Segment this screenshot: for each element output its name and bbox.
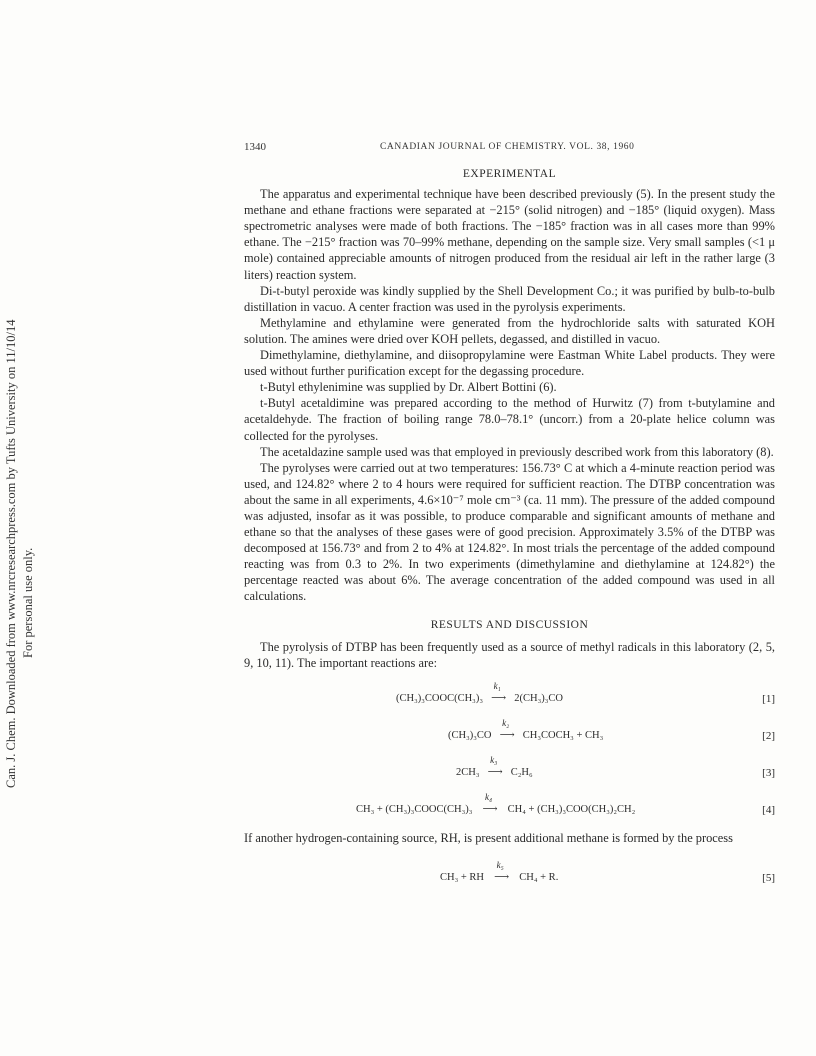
page-number: 1340 <box>244 141 266 153</box>
download-notice: Can. J. Chem. Downloaded from www.nrcresearchpress.com by Tufts University on 11/10/14 <box>4 319 18 788</box>
equation-number: [5] <box>762 871 775 884</box>
equation-lhs: CH₃ + (CH₃)₃COOC(CH₃)₃ <box>356 803 473 815</box>
equation-lhs: (CH₃)₃COOC(CH₃)₃ <box>396 692 483 704</box>
download-watermark <box>0 270 44 790</box>
rate-constant: k₁ <box>493 680 501 691</box>
equation-rhs: CH₄ + (CH₃)₃COO(CH₃)₂CH₂ <box>507 803 636 815</box>
paragraph: The pyrolyses were carried out at two temperatures: 156.73° C at which a 4-minute reaction period was used, and 124.82° where 2 to 4 hours were required for sufficient reaction. The DTBP concentration was about the same in all experiments, 4.6×10⁻⁷ mole cm⁻³ (ca. 11 mm). The pressure of the added compound was adjusted, insofar as it was possible, to produce comparable and significant amounts of methane and ethane so that the analyses of these gases were of good precision. Approximately 3.5% of the DTBP was decomposed at 156.73° and from 2 to 4% at 124.82°. In most trials the percentage of the added compound reacting was from 0.3 to 2%. In two experiments (dimethylamine and diethylamine at 124.82°) the percentage reacted was about 6%. The average concentration of the added compound was used in all calculations. <box>244 460 775 604</box>
personal-use-notice: For personal use only. <box>21 547 35 658</box>
paragraph: Di-t-butyl peroxide was kindly supplied by the Shell Development Co.; it was purified by bulb-to-bulb distillation in vacuo. A center fraction was used in the pyrolysis experiments. <box>244 283 775 314</box>
paragraph: The pyrolysis of DTBP has been frequently used as a source of methyl radicals in this laboratory (2, 5, 9, 10, 11). The important reactions are: <box>244 639 775 670</box>
reaction-arrow: ⟶ k₅ <box>487 870 517 886</box>
paragraph: If another hydrogen-containing source, RH, is present additional methane is formed by the process <box>244 830 733 845</box>
equation-2 <box>244 717 775 743</box>
reaction-arrow: ⟶ k₃ <box>482 765 508 781</box>
equation-3 <box>244 754 775 780</box>
reaction-arrow: ⟶ k₂ <box>494 728 520 744</box>
rate-constant: k₅ <box>496 859 504 870</box>
reaction-arrow: ⟶ k₄ <box>475 802 505 818</box>
equation-5 <box>244 859 775 885</box>
section-heading-experimental: EXPERIMENTAL <box>462 168 557 180</box>
paragraph: t-Butyl ethylenimine was supplied by Dr. Albert Bottini (6). <box>260 380 557 395</box>
equation-lhs: (CH₃)₃CO <box>448 729 492 741</box>
paragraph: Methylamine and ethylamine were generated from the hydrochloride salts with saturated KOH solution. The amines were dried over KOH pellets, degassed, and distilled in vacuo. <box>244 315 775 346</box>
equation-number: [2] <box>762 729 775 742</box>
equation-1 <box>244 680 775 706</box>
paragraph: Dimethylamine, diethylamine, and diisopropylamine were Eastman White Label products. They were used without further purification except for the degassing procedure. <box>244 348 775 379</box>
equation-rhs: CH₄ + R. <box>519 871 559 883</box>
rate-constant: k₄ <box>485 791 493 802</box>
article-body <box>244 166 775 898</box>
equation-number: [1] <box>762 692 775 705</box>
equation-lhs: CH₃ + RH <box>440 871 485 883</box>
equation-lhs: 2CH₃ <box>456 766 480 778</box>
journal-title: CANADIAN JOURNAL OF CHEMISTRY. VOL. 38, 1960 <box>380 142 635 152</box>
equation-rhs: 2(CH₃)₃CO <box>514 692 563 704</box>
paragraph: The acetaldazine sample used was that employed in previously described work from this laboratory (8). <box>260 444 774 459</box>
reaction-arrow: ⟶ k₁ <box>486 691 512 707</box>
rate-constant: k₂ <box>502 717 510 728</box>
equation-4 <box>244 791 775 817</box>
paragraph: t-Butyl acetaldimine was prepared according to the method of Hurwitz (7) from t-butylamine and acetaldehyde. The fraction of boiling range 78.0–78.1° (uncorr.) from a 20-plate helice column was collected for the pyrolyses. <box>244 396 775 443</box>
equation-number: [3] <box>762 766 775 779</box>
equation-rhs: CH₃COCH₃ + CH₃ <box>522 729 604 741</box>
equation-rhs: C₂H₆ <box>510 766 533 778</box>
paragraph: The apparatus and experimental technique have been described previously (5). In the present study the methane and ethane fractions were separated at −215° (solid nitrogen) and −185° (liquid oxygen). Mass spectrometric analyses were made of both fractions. The −185° fraction was in all cases more than 99% ethane. The −215° fraction was 70–99% methane, depending on the sample size. Very small samples (<1 μ mole) contained appreciable amounts of nitrogen produced from the residual air left in the rather large (3 liters) reaction system. <box>244 187 775 282</box>
equation-number: [4] <box>762 803 775 816</box>
rate-constant: k₃ <box>490 754 498 765</box>
section-heading-results: RESULTS AND DISCUSSION <box>430 618 589 631</box>
